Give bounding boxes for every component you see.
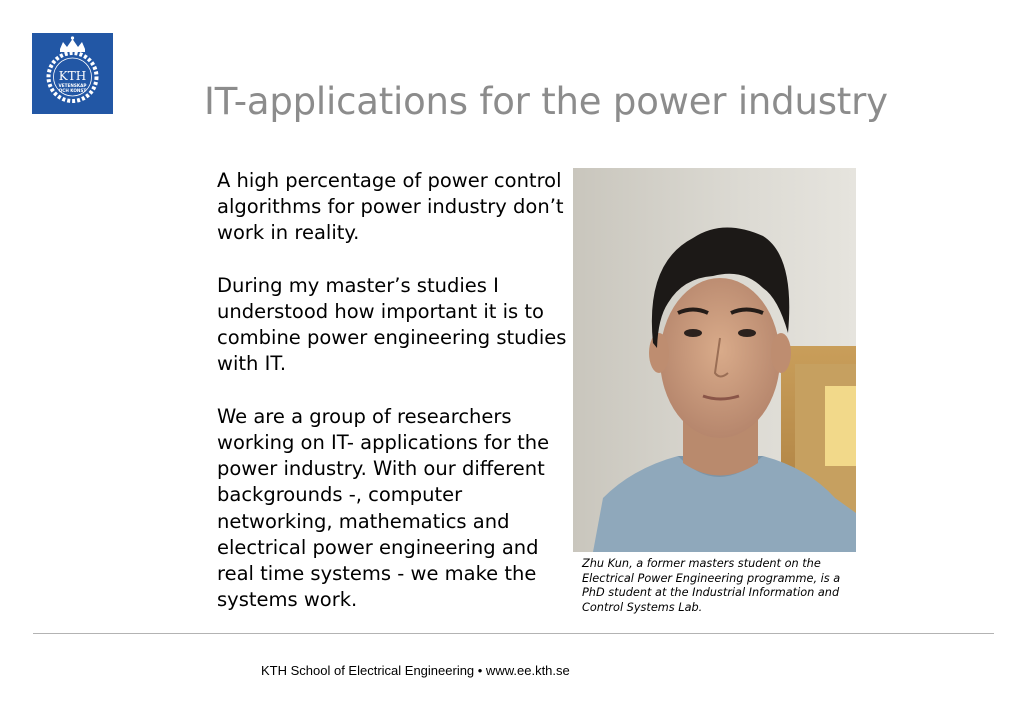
paragraph: We are a group of researchers working on IT- applications for the power industry. With our different backgrounds -, computer networking, mathematics and electrical power engineering and real time systems - we make the systems work. [217,404,550,612]
paragraph: During my master’s studies I understood how important it is to combine power engineering studies with IT. [217,273,567,376]
page-title: IT-applications for the power industry [204,80,888,123]
svg-text:OCH KONST: OCH KONST [58,88,87,93]
portrait-photo [573,168,856,552]
paragraph: A high percentage of power control algorithms for power industry don’t work in reality. [217,169,564,245]
body-text [217,168,567,640]
kth-logo [32,33,113,114]
footer-text: KTH School of Electrical Engineering • www.ee.kth.se [261,663,570,678]
svg-text:VETENSKAP: VETENSKAP [58,83,87,88]
photo-caption: Zhu Kun, a former masters student on the Electrical Power Engineering programme, is a PhD student at the Industrial Information and Control Systems Lab. [582,557,841,614]
svg-text:KTH: KTH [58,69,87,83]
divider [33,633,994,634]
